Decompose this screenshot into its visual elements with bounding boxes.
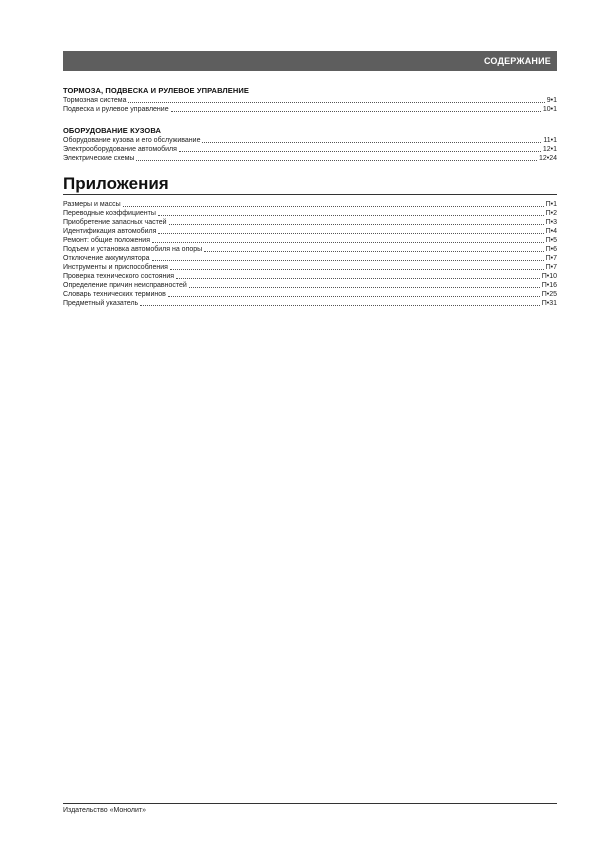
toc-entry-title: Инструменты и приспособления [63, 264, 168, 271]
toc-entry-page: П•1 [545, 201, 557, 208]
dot-leader [140, 299, 540, 306]
toc-entry-title: Переводные коэффициенты [63, 210, 156, 217]
toc-entry-page: П•7 [545, 255, 557, 262]
toc-entry[interactable] [63, 236, 557, 245]
toc-entry-title: Словарь технических терминов [63, 291, 166, 298]
toc-entry-page: П•31 [541, 300, 557, 307]
toc-entry-title: Электрические схемы [63, 155, 135, 162]
dot-leader [123, 200, 544, 207]
toc-entry-page: 11•1 [543, 137, 557, 144]
toc-entry[interactable] [63, 96, 557, 105]
toc-entry-page: 12•24 [538, 155, 557, 162]
toc-entry-title: Приобретение запасных частей [63, 219, 167, 226]
toc-entry-title: Тормозная система [63, 97, 127, 104]
appendix-heading: Приложения [63, 173, 557, 195]
toc-section-body [63, 126, 557, 163]
toc-entry-page: П•6 [545, 246, 557, 253]
toc-entry-page: П•2 [545, 210, 557, 217]
toc-entry-title: Отключение аккумулятора [63, 255, 150, 262]
dot-leader [128, 96, 544, 103]
toc-entry[interactable] [63, 290, 557, 299]
toc-entry-page: П•16 [541, 282, 557, 289]
toc-entry-title: Размеры и массы [63, 201, 121, 208]
section-heading: ТОРМОЗА, ПОДВЕСКА И РУЛЕВОЕ УПРАВЛЕНИЕ [63, 86, 249, 95]
dot-leader [168, 290, 540, 297]
toc-entry-page: П•3 [545, 219, 557, 226]
toc-section-brakes [63, 86, 557, 114]
toc-entry-title: Ремонт: общие положения [63, 237, 150, 244]
toc-entry-page: П•4 [545, 228, 557, 235]
toc-entry-title: Подвеска и рулевое управление [63, 106, 169, 113]
dot-leader [202, 136, 541, 143]
toc-entry[interactable] [63, 272, 557, 281]
page-header-title: СОДЕРЖАНИЕ [483, 56, 551, 66]
toc-entry[interactable] [63, 254, 557, 263]
dot-leader [179, 145, 541, 152]
header-bar [63, 51, 557, 71]
dot-leader [170, 263, 544, 270]
dot-leader [176, 272, 540, 279]
toc-entry[interactable] [63, 105, 557, 114]
toc-entry-page: П•5 [545, 237, 557, 244]
toc-entry-title: Предметный указатель [63, 300, 139, 307]
toc-entry[interactable] [63, 227, 557, 236]
dot-leader [189, 281, 540, 288]
toc-entry[interactable] [63, 218, 557, 227]
toc-entry-page: 10•1 [542, 106, 557, 113]
footer-rule [63, 803, 557, 804]
dot-leader [152, 254, 544, 261]
toc-entry-title: Определение причин неисправностей [63, 282, 187, 289]
toc-entry-title: Проверка технического состояния [63, 273, 175, 280]
toc-entry[interactable] [63, 145, 557, 154]
dot-leader [136, 154, 537, 161]
dot-leader [158, 227, 543, 234]
toc-entry-title: Идентификация автомобиля [63, 228, 157, 235]
toc-entry-page: 12•1 [542, 146, 557, 153]
toc-entry[interactable] [63, 200, 557, 209]
toc-entry-page: П•25 [541, 291, 557, 298]
toc-entry[interactable] [63, 209, 557, 218]
toc-entry-title: Оборудование кузова и его обслуживание [63, 137, 201, 144]
toc-appendix-list [63, 200, 557, 308]
toc-entry[interactable] [63, 136, 557, 145]
toc-entry[interactable] [63, 154, 557, 163]
section-heading: ОБОРУДОВАНИЕ КУЗОВА [63, 126, 161, 135]
toc-entry[interactable] [63, 263, 557, 272]
dot-leader [171, 105, 541, 112]
toc-entry-page: П•10 [541, 273, 557, 280]
toc-entry[interactable] [63, 281, 557, 290]
toc-entry-title: Электрооборудование автомобиля [63, 146, 177, 153]
footer-publisher: Издательство «Монолит» [63, 807, 147, 814]
toc-entry-title: Подъем и установка автомобиля на опоры [63, 246, 203, 253]
toc-entry-page: П•7 [545, 264, 557, 271]
toc-entry[interactable] [63, 245, 557, 254]
dot-leader [152, 236, 544, 243]
toc-entry-page: 9•1 [546, 97, 557, 104]
dot-leader [158, 209, 544, 216]
toc-entry[interactable] [63, 299, 557, 308]
dot-leader [204, 245, 543, 252]
dot-leader [169, 218, 544, 225]
